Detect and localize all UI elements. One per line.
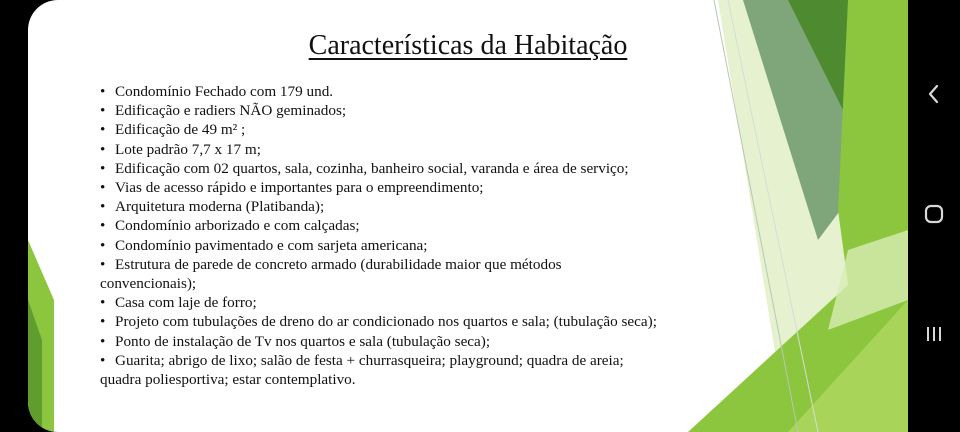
bullet-text: Condomínio Fechado com 179 und. bbox=[115, 83, 334, 100]
bullet-text: Estrutura de parede de concreto armado (durabilidade maior que métodos bbox=[115, 255, 562, 273]
rounded-square-icon bbox=[923, 203, 945, 225]
bullet-item bbox=[100, 255, 720, 293]
three-bars-icon bbox=[924, 324, 944, 344]
bullet-item bbox=[100, 312, 720, 331]
bullet-item bbox=[100, 351, 720, 389]
bullet-dot: • bbox=[100, 159, 106, 177]
bullet-dot: • bbox=[100, 236, 106, 254]
bullet-continuation: quadra poliesportiva; estar contemplativo. bbox=[100, 371, 356, 389]
navigation-bar bbox=[908, 0, 960, 432]
bullet-item bbox=[100, 82, 720, 101]
bullet-dot: • bbox=[100, 102, 106, 120]
bullet-item bbox=[100, 178, 720, 197]
bullet-dot: • bbox=[100, 217, 106, 235]
bullet-text: Casa com laje de forro; bbox=[115, 294, 257, 312]
bullet-item bbox=[100, 216, 720, 235]
bullet-text: Edificação de 49 m² ; bbox=[115, 121, 246, 139]
bullet-item bbox=[100, 120, 720, 139]
back-button[interactable] bbox=[920, 80, 948, 108]
bullet-text: Condomínio pavimentado e com sarjeta americana; bbox=[115, 236, 428, 254]
bullet-dot: • bbox=[100, 255, 106, 273]
recents-button[interactable] bbox=[920, 320, 948, 348]
bullet-dot: • bbox=[100, 332, 106, 350]
bullet-text: Lote padrão 7,7 x 17 m; bbox=[115, 140, 261, 158]
bullet-text: Edificação com 02 quartos, sala, cozinha, banheiro social, varanda e área de serviço; bbox=[115, 159, 629, 177]
bullet-item bbox=[100, 332, 720, 351]
bullet-dot: • bbox=[100, 313, 106, 331]
bullet-continuation: convencionais); bbox=[100, 275, 197, 293]
bullet-dot: • bbox=[100, 351, 106, 369]
bullet-dot: • bbox=[100, 179, 106, 197]
slide bbox=[28, 0, 908, 432]
bullet-item bbox=[100, 159, 720, 178]
slide-title: Características da Habitação bbox=[308, 30, 628, 61]
bullet-item bbox=[100, 101, 720, 120]
bullet-text: Projeto com tubulações de dreno do ar condicionado nos quartos e sala; (tubulação seca); bbox=[115, 313, 657, 331]
bullet-item bbox=[100, 293, 720, 312]
bullet-dot: • bbox=[100, 83, 106, 100]
bullet-item bbox=[100, 140, 720, 159]
bullet-text: Ponto de instalação de Tv nos quartos e sala (tubulação seca); bbox=[115, 332, 491, 350]
bullet-item bbox=[100, 197, 720, 216]
bullet-dot: • bbox=[100, 294, 106, 312]
bullet-text: Condomínio arborizado e com calçadas; bbox=[115, 217, 360, 235]
bullet-dot: • bbox=[100, 121, 106, 139]
bullet-item bbox=[100, 236, 720, 255]
bullet-text: Arquitetura moderna (Platibanda); bbox=[115, 198, 325, 216]
home-button[interactable] bbox=[920, 200, 948, 228]
chevron-left-icon bbox=[926, 83, 942, 105]
bullet-text: Guarita; abrigo de lixo; salão de festa + churrasqueira; playground; quadra de areia; bbox=[115, 351, 624, 369]
bullet-dot: • bbox=[100, 198, 106, 216]
bullet-text: Vias de acesso rápido e importantes para o empreendimento; bbox=[115, 179, 484, 197]
bullet-dot: • bbox=[100, 140, 106, 158]
bullet-text: Edificação e radiers NÃO geminados; bbox=[115, 102, 347, 120]
bullet-list bbox=[100, 82, 720, 389]
